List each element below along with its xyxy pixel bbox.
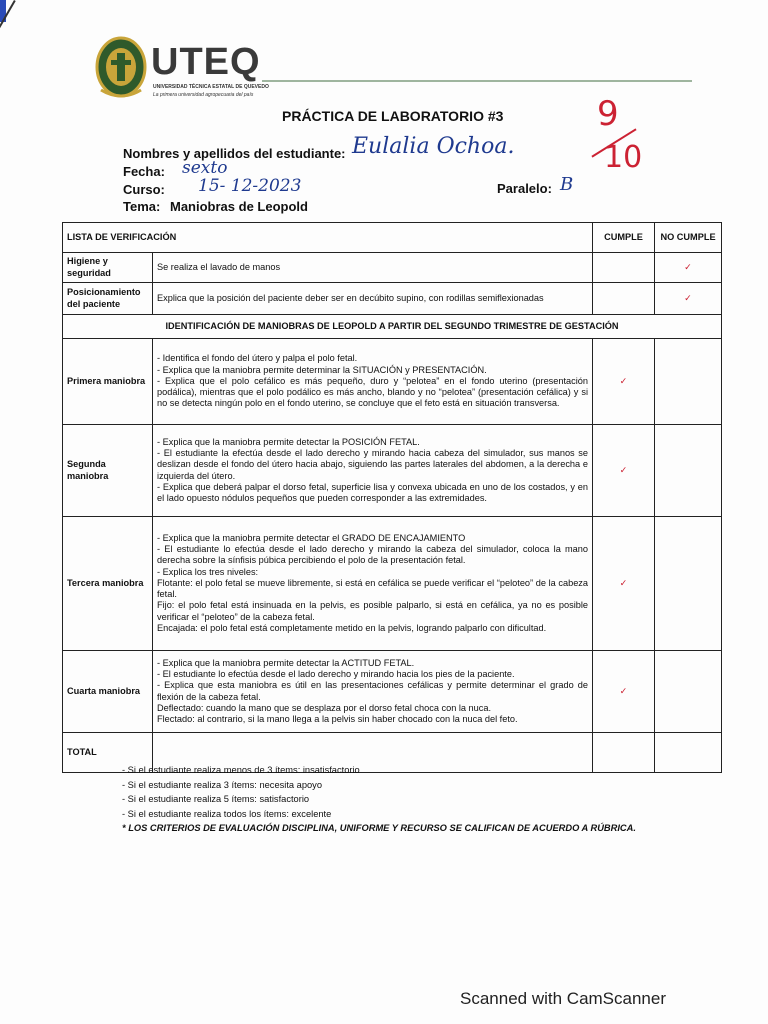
row-line: Encajada: el polo fetal está completamente metido en la pelvis, logrando palparlo con dificultad. <box>157 622 547 633</box>
row-text: Se realiza el lavado de manos <box>153 253 593 283</box>
name-label: Nombres y apellidos del estudiante: <box>123 146 346 161</box>
section-row <box>63 315 722 339</box>
row-line: Deflectado: cuando la mano que se desplaza por el dorso fetal choca con la nuca. <box>157 702 492 713</box>
fecha-label: Fecha: <box>123 164 165 179</box>
row-category: Tercera maniobra <box>63 517 153 651</box>
evaluation-notes <box>122 763 636 836</box>
row-line: - Explica que la maniobra permite detectar la ACTITUD FETAL. <box>157 657 415 668</box>
table-row <box>63 517 722 651</box>
row-line: Flectado: al contrario, si la mano llega a la pelvis sin haber chocado con la nuca del feto. <box>157 713 518 724</box>
note-item: - Si el estudiante realiza 3 ítems: necesita apoyo <box>122 779 322 790</box>
university-seal-icon <box>95 36 147 98</box>
no-cumple-mark: ✓ <box>655 253 722 283</box>
paralelo-value: B <box>560 174 574 195</box>
logo-subtitle: UNIVERSIDAD TÉCNICA ESTATAL DE QUEVEDO <box>153 84 269 90</box>
table-row <box>63 283 722 315</box>
row-text <box>153 651 593 733</box>
row-line: - El estudiante la efectúa desde el lado derecho y mirando hacia cabeza del simulador, sus manos se deslizan desde el fondo del útero hacia abajo, siguiendo las partes laterales del abdomen, a la derecha e izquierda del útero. <box>157 448 589 481</box>
row-category: Higiene y seguridad <box>63 253 153 283</box>
col-no-cumple-header: NO CUMPLE <box>655 223 722 253</box>
note-item: - Si el estudiante realiza todos los ítems: excelente <box>122 808 332 819</box>
header-rule <box>262 80 692 82</box>
criteria-note: * LOS CRITERIOS DE EVALUACIÓN DISCIPLINA, UNIFORME Y RECURSO SE CALIFICAN DE ACUERDO A RÚBRICA. <box>122 823 636 833</box>
name-value: Eulalia Ochoa. <box>352 134 515 159</box>
cumple-mark <box>593 253 655 283</box>
logo-text: UTEQ <box>151 41 261 83</box>
grade-score: 9 <box>597 94 619 134</box>
table-row <box>63 253 722 283</box>
tema-label: Tema: <box>123 199 161 214</box>
table-row <box>63 651 722 733</box>
table-row <box>63 425 722 517</box>
row-line: - Explica que esta maniobra es útil en las presentaciones cefálicas y permite determinar el grado de flexión de la cabeza fetal. <box>157 680 589 702</box>
note-item: - Si el estudiante realiza menos de 3 ítems: insatisfactorio <box>122 765 360 775</box>
row-line: Fijo: el polo fetal está insinuada en la pelvis, es posible palparlo, si está en cefálica, ya no es posible verificar el “peloteo” de la cabeza fetal. <box>157 600 589 622</box>
row-line: - Explica que la maniobra permite detectar la POSICIÓN FETAL. <box>157 436 420 447</box>
no-cumple-mark <box>655 339 722 425</box>
checklist-table <box>62 222 722 773</box>
row-category: Posicionamiento del paciente <box>63 283 153 315</box>
row-text: Explica que la posición del paciente deber ser en decúbito supino, con rodillas semiflexionadas <box>153 283 593 315</box>
page-title: PRÁCTICA DE LABORATORIO #3 <box>282 108 504 124</box>
section-title: IDENTIFICACIÓN DE MANIOBRAS DE LEOPOLD A PARTIR DEL SEGUNDO TRIMESTRE DE GESTACIÓN <box>63 315 722 339</box>
no-cumple-mark <box>655 517 722 651</box>
col-list-header: LISTA DE VERIFICACIÓN <box>63 223 593 253</box>
row-category: Cuarta maniobra <box>63 651 153 733</box>
uteq-logo <box>95 36 315 106</box>
row-line: - Explica que la maniobra permite determinar la SITUACIÓN y PRESENTACIÓN. <box>157 364 487 375</box>
row-line: - El estudiante lo efectúa desde el lado derecho y mirando hacia los pies de la paciente. <box>157 669 515 680</box>
grade-total: 10 <box>604 140 643 175</box>
curso-label: Curso: <box>123 182 165 197</box>
tema-value: Maniobras de Leopold <box>170 199 308 214</box>
row-category: Segunda maniobra <box>63 425 153 517</box>
cumple-mark: ✓ <box>593 425 655 517</box>
table-header-row <box>63 223 722 253</box>
logo-tagline: La primera universidad agropecuaria del país <box>153 92 254 98</box>
no-cumple-mark <box>655 425 722 517</box>
note-item: - Si el estudiante realiza 5 ítems: satisfactorio <box>122 794 310 804</box>
row-line: - Explica que deberá palpar el dorso fetal, superficie lisa y convexa ubicada en uno de los costados, y en el lado opuesto nódulos pequeños que pueden corresponder a las extremidades. <box>157 481 589 503</box>
no-cumple-mark <box>655 651 722 733</box>
cumple-mark: ✓ <box>593 651 655 733</box>
row-line: - Explica los tres niveles: <box>157 566 259 577</box>
col-cumple-header: CUMPLE <box>593 223 655 253</box>
row-line: - El estudiante lo efectúa desde el lado derecho y mirando la cabeza del simulador, coloca la mano derecha sobre la sínfisis púbica percibiendo el polo de la presentación fetal. <box>157 544 589 566</box>
row-line: - Explica que la maniobra permite detectar el GRADO DE ENCAJAMIENTO <box>157 533 466 544</box>
row-category: Primera maniobra <box>63 339 153 425</box>
row-line: - Explica que el polo cefálico es más pequeño, duro y “pelotea” en el fondo uterino (presentación podálica), mientras que el polo podálico es más ancho, blando y no “pelotea” (presentación cefálica) y si no se detecta ningún polo en el fondo uterino, se concluye que el feto está en situación transversa. <box>157 375 589 409</box>
fecha-value: sexto <box>182 158 228 178</box>
row-text <box>153 517 593 651</box>
row-line: Flotante: el polo fetal se mueve libremente, si está en cefálica se puede verificar el “peloteo” de la cabeza fetal. <box>157 577 589 600</box>
row-line: - Identifica el fondo del útero y palpa el polo fetal. <box>157 353 358 364</box>
row-text <box>153 425 593 517</box>
table-row <box>63 339 722 425</box>
no-cumple-mark: ✓ <box>655 283 722 315</box>
cumple-mark: ✓ <box>593 339 655 425</box>
paralelo-label: Paralelo: <box>497 181 552 196</box>
total-label: TOTAL <box>63 733 153 773</box>
row-text <box>153 339 593 425</box>
cumple-mark: ✓ <box>593 517 655 651</box>
total-no-cumple-cell <box>655 733 722 773</box>
cumple-mark <box>593 283 655 315</box>
camscanner-footer: Scanned with CamScanner <box>460 989 667 1008</box>
curso-value: 15- 12-2023 <box>198 176 302 196</box>
